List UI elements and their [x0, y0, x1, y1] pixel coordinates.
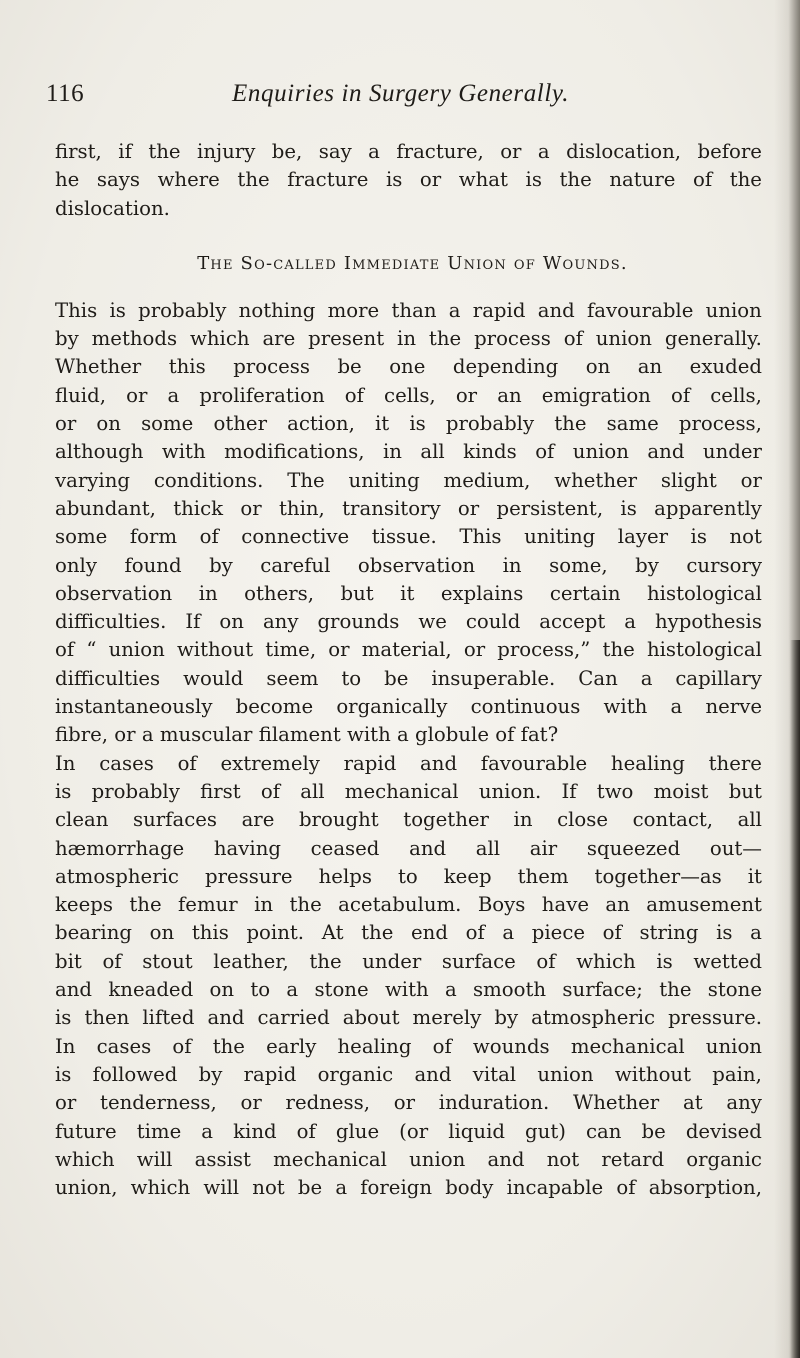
page-binding-edge: [790, 640, 800, 1358]
text-line: fluid, or a proliferation of cells, or an emigration of cells,: [55, 383, 762, 407]
text-line: instantaneously become organically continuous with a nerve: [55, 695, 762, 719]
text-line: bearing on this point. At the end of a piece of string is a: [55, 921, 762, 945]
paragraph-2: [55, 750, 762, 1203]
text-line: In cases of the early healing of wounds mechanical union: [55, 1034, 762, 1058]
text-line: and kneaded on to a stone with a smooth surface; the stone: [55, 978, 762, 1002]
text-line: dislocation.: [55, 196, 170, 220]
text-line: he says where the fracture is or what is the nature of the: [55, 168, 762, 192]
text-line: or on some other action, it is probably the same process,: [55, 412, 762, 436]
section-heading: The So-called Immediate Union of Wounds.: [197, 252, 628, 274]
text-line: is probably first of all mechanical union. If two moist but: [55, 779, 762, 803]
text-line: only found by careful observation in some, by cursory: [55, 553, 762, 577]
text-line: is then lifted and carried about merely by atmospheric pressure.: [55, 1006, 762, 1030]
text-line: observation in others, but it explains certain histological: [55, 581, 762, 605]
text-line: which will assist mechanical union and not retard organic: [55, 1147, 762, 1171]
text-line: is followed by rapid organic and vital union without pain,: [55, 1062, 762, 1086]
page-header: [0, 80, 800, 120]
text-line: fibre, or a muscular filament with a globule of fat?: [55, 723, 559, 747]
opening-paragraph: [55, 138, 762, 223]
text-line: although with modifications, in all kinds of union and under: [55, 440, 762, 464]
text-line: difficulties. If on any grounds we could accept a hypothesis: [55, 610, 762, 634]
text-line: In cases of extremely rapid and favourable healing there: [55, 751, 762, 775]
text-line: or tenderness, or redness, or induration. Whether at any: [55, 1091, 762, 1115]
text-line: union, which will not be a foreign body incapable of absorption,: [55, 1176, 762, 1200]
text-line: atmospheric pressure helps to keep them together—as it: [55, 864, 762, 888]
paragraph-1: [55, 297, 762, 750]
text-line: keeps the femur in the acetabulum. Boys have an amusement: [55, 893, 762, 917]
text-line: future time a kind of glue (or liquid gut) can be devised: [55, 1119, 762, 1143]
text-line: varying conditions. The uniting medium, whether slight or: [55, 468, 762, 492]
text-line: abundant, thick or thin, transitory or persistent, is apparently: [55, 496, 762, 520]
text-line: Whether this process be one depending on an exuded: [55, 355, 762, 379]
page-number: 116: [46, 80, 85, 107]
text-line: clean surfaces are brought together in close contact, all: [55, 808, 762, 832]
running-title: Enquiries in Surgery Generally.: [232, 80, 570, 107]
page-body: [55, 138, 762, 1202]
text-line: hæmorrhage having ceased and all air squeezed out—: [55, 836, 762, 860]
text-line: some form of connective tissue. This uniting layer is not: [55, 525, 762, 549]
text-line: difficulties would seem to be insuperable. Can a capillary: [55, 666, 762, 690]
text-line: bit of stout leather, the under surface of which is wetted: [55, 949, 762, 973]
text-line: first, if the injury be, say a fracture, or a dislocation, before: [55, 140, 762, 163]
text-line: by methods which are present in the process of union generally.: [55, 327, 762, 351]
text-line: of “ union without time, or material, or process,” the histological: [55, 638, 762, 662]
text-line: This is probably nothing more than a rapid and favourable union: [55, 298, 762, 322]
